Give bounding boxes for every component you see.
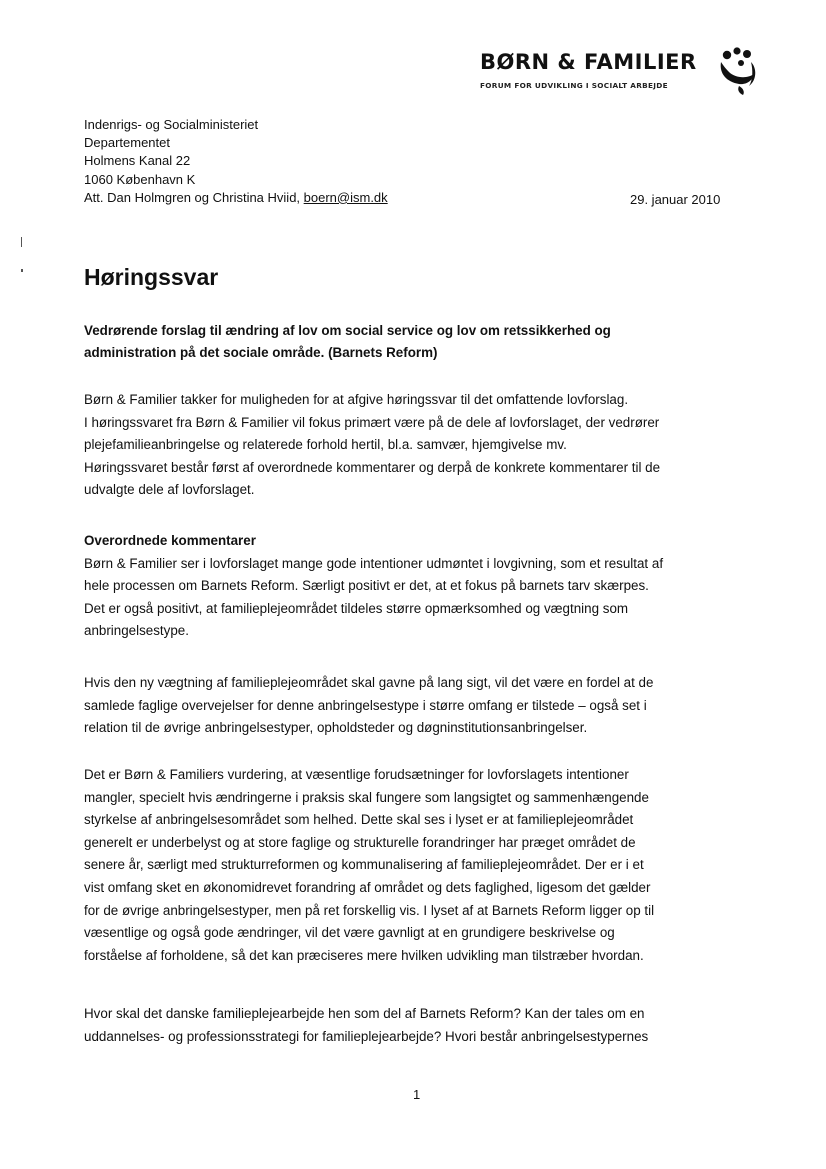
paragraph-line: samlede faglige overvejelser for denne anbringelsestype i større omfang er tilstede – også set i <box>84 697 647 713</box>
paragraph-line: anbringelsestype. <box>84 623 189 639</box>
paragraph-line: styrkelse af anbringelsesområdet som helhed. Dette skal ses i lyset er at familieplejeområdet <box>84 812 634 828</box>
address-line: 1060 København K <box>84 171 196 187</box>
attention-text: Att. Dan Holmgren og Christina Hviid, <box>84 189 304 205</box>
paragraph-line: uddannelses- og professionsstrategi for familieplejearbejde? Hvori består anbringelsestypernes <box>84 1028 649 1044</box>
email-link[interactable]: boern@ism.dk <box>303 189 388 205</box>
page-number: 1 <box>413 1087 421 1102</box>
subject-line <box>84 320 734 364</box>
paragraph-line: plejefamilieanbringelse og relaterede forhold hertil, bl.a. samvær, hjemgivelse mv. <box>84 437 567 453</box>
organization-logo <box>470 44 770 104</box>
family-logo-icon <box>717 46 761 96</box>
subject-text: Vedrørende forslag til ændring af lov om social service og lov om retssikkerhed og <box>84 323 611 338</box>
paragraph-line: hele processen om Barnets Reform. Særligt positivt er det, at et fokus på barnets tarv skærpes. <box>84 578 649 594</box>
paragraph-2 <box>84 672 653 740</box>
address-line: Indenrigs- og Socialministeriet <box>84 117 259 132</box>
paragraph-line: Hvor skal det danske familieplejearbejde hen som del af Barnets Reform? Kan der tales om en <box>84 1006 645 1021</box>
overall-comments-section <box>84 530 663 643</box>
margin-mark <box>21 237 22 247</box>
address-line: Holmens Kanal 22 <box>84 153 191 169</box>
paragraph-line: mangler, specielt hvis ændringerne i praksis skal fungere som langsigtet og sammenhængende <box>84 789 649 805</box>
margin-mark <box>21 269 23 272</box>
paragraph-line: udvalgte dele af lovforslaget. <box>84 482 255 498</box>
page-title: Høringssvar <box>84 264 219 290</box>
paragraph-3 <box>84 764 654 967</box>
paragraph-line: senere år, særligt med strukturreformen og kommunalisering af familieplejeområdet. Der er i et <box>84 857 644 873</box>
intro-paragraph <box>84 389 660 502</box>
paragraph-line: Børn & Familier ser i lovforslaget mange gode intentioner udmøntet i lovgivning, som et resultat af <box>84 555 664 571</box>
recipient-address <box>84 116 388 207</box>
paragraph-line: forståelse af forholdene, så det kan præciseres mere hvilken udvikling man tilstræber hvordan. <box>84 947 644 963</box>
paragraph-line: I høringssvaret fra Børn & Familier vil fokus primært være på de dele af lovforslaget, der vedrører <box>84 414 660 430</box>
paragraph-line: for de øvrige anbringelsestyper, men på ret forskellig vis. I lyset af at Barnets Reform ligger op til <box>84 902 655 918</box>
paragraph-line: generelt er underbelyst og at store faglige og strukturelle forandringer har præget området de <box>84 834 636 850</box>
attention-line <box>84 189 388 207</box>
letter-date: 29. januar 2010 <box>630 192 721 207</box>
paragraph-line: relation til de øvrige anbringelsestyper, opholdsteder og døgninstitutionsanbringelser. <box>84 720 588 736</box>
paragraph-line: Hvis den ny vægtning af familieplejeområdet skal gavne på lang sigt, vil det være en fordel at de <box>84 675 654 690</box>
paragraph-line: vist omfang sket en økonomidrevet forandring af området og dets faglighed, ligesom det gælder <box>84 879 651 895</box>
paragraph-line: væsentlige og også gode ændringer, vil det være gavnligt at en grundigere beskrivelse og <box>84 925 615 941</box>
paragraph-line: Høringssvaret består først af overordnede kommentarer og derpå de konkrete kommentarer til de <box>84 459 661 475</box>
address-line: Departementet <box>84 135 170 151</box>
section-heading: Overordnede kommentarer <box>84 533 256 548</box>
subject-text: administration på det sociale område. (Barnets Reform) <box>84 345 438 360</box>
paragraph-4 <box>84 1003 648 1048</box>
paragraph-line: Børn & Familier takker for muligheden for at afgive høringssvar til det omfattende lovforslag. <box>84 392 629 407</box>
paragraph-line: Det er Børn & Familiers vurdering, at væsentlige forudsætninger for lovforslagets intentioner <box>84 767 629 782</box>
paragraph-line: Det er også positivt, at familieplejeområdet tildeles større opmærksomhed og vægtning som <box>84 600 629 616</box>
logo-subtitle: FORUM FOR UDVIKLING I SOCIALT ARBEJDE <box>480 81 668 90</box>
logo-title: BØRN & FAMILIER <box>480 50 697 74</box>
